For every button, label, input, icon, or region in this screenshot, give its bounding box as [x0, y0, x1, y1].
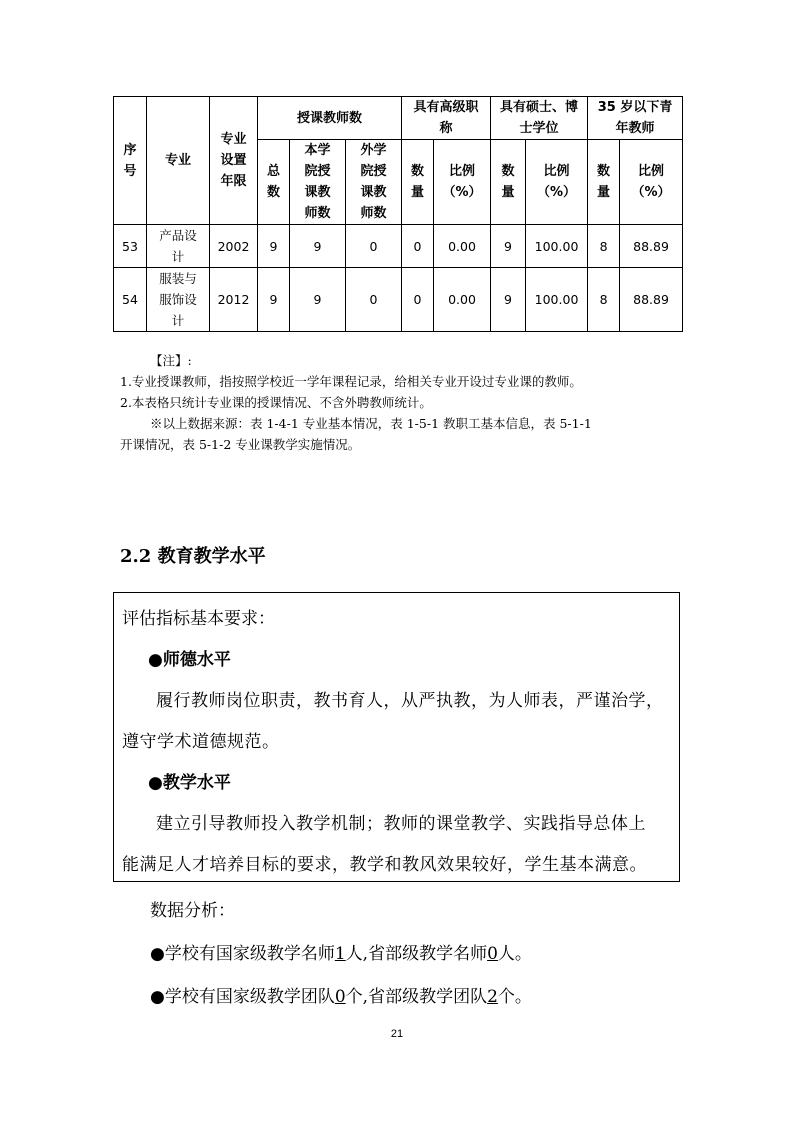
analysis-text: ●学校有国家级教学团队 [150, 987, 335, 1007]
ethics-heading: ●师德水平 [148, 650, 231, 670]
note-source-line-cont: 开课情况，表 5-1-2 专业课教学实施情况。 [120, 437, 361, 452]
header-seq: 序 号 [114, 97, 147, 225]
header-outside: 外学 院授 课教 师数 [346, 140, 402, 225]
header-senior-ratio: 比例 （%） [434, 140, 491, 225]
analysis-text: 个,省部级教学团队 [345, 987, 488, 1007]
table-row [114, 225, 683, 268]
note-line-1: 1.专业授课教师，指按照学校近一学年课程记录，给相关专业开设过专业课的教师。 [120, 374, 582, 389]
header-young: 35 岁以下青 年教师 [588, 97, 683, 140]
analysis-text: ●学校有国家级教学名师 [150, 944, 335, 964]
national-teacher-count: 1 [334, 944, 346, 964]
cell-inside: 9 [290, 268, 346, 332]
cell-major: 服装与 服饰设 计 [147, 268, 210, 332]
cell-outside: 0 [346, 268, 402, 332]
cell-outside: 0 [346, 225, 402, 268]
header-senior: 具有高级职 称 [402, 97, 491, 140]
analysis-label: 数据分析： [150, 901, 235, 921]
teaching-text-cont: 能满足人才培养目标的要求，教学和教风效果较好，学生基本满意。 [122, 855, 647, 875]
header-young-ratio: 比例 （%） [620, 140, 683, 225]
cell-degree-count: 9 [491, 268, 526, 332]
cell-year: 2012 [210, 268, 258, 332]
header-degree-count: 数 量 [491, 140, 526, 225]
teaching-heading: ●教学水平 [148, 773, 231, 793]
header-total: 总 数 [258, 140, 290, 225]
analysis-text: 个。 [497, 987, 532, 1007]
page-number: 21 [390, 1028, 404, 1040]
note-source-line: ※以上数据来源：表 1-4-1 专业基本情况，表 1-5-1 教职工基本信息，表 5-1-1 [150, 416, 592, 431]
notes-heading: 【注】: [150, 353, 192, 368]
header-senior-count: 数 量 [402, 140, 434, 225]
analysis-text: 人。 [497, 944, 532, 964]
section-title: 2.2 教育教学水平 [120, 546, 266, 567]
cell-total: 9 [258, 268, 290, 332]
cell-young-count: 8 [588, 225, 620, 268]
cell-young-count: 8 [588, 268, 620, 332]
teaching-text: 建立引导教师投入教学机制；教师的课堂教学、实践指导总体上 [156, 814, 646, 834]
analysis-line-teams [150, 976, 532, 1019]
table-notes [120, 350, 680, 455]
cell-young-ratio: 88.89 [620, 268, 683, 332]
cell-degree-count: 9 [491, 225, 526, 268]
cell-degree-ratio: 100.00 [526, 225, 588, 268]
analysis-text: 人,省部级教学名师 [345, 944, 488, 964]
header-degree-ratio: 比例 （%） [526, 140, 588, 225]
note-line-2: 2.本表格只统计专业课的授课情况、不含外聘教师统计。 [120, 395, 432, 410]
cell-senior-count: 0 [402, 225, 434, 268]
header-teachers: 授课教师数 [258, 97, 402, 140]
analysis-line-teachers [150, 933, 532, 976]
cell-total: 9 [258, 225, 290, 268]
header-young-count: 数 量 [588, 140, 620, 225]
header-inside: 本学 院授 课教 师数 [290, 140, 346, 225]
cell-young-ratio: 88.89 [620, 225, 683, 268]
national-team-count: 0 [334, 987, 346, 1007]
ethics-text: 履行教师岗位职责，教书育人，从严执教，为人师表，严谨治学， [156, 691, 664, 711]
cell-degree-ratio: 100.00 [526, 268, 588, 332]
cell-senior-count: 0 [402, 268, 434, 332]
cell-major: 产品设 计 [147, 225, 210, 268]
cell-seq: 53 [114, 225, 147, 268]
header-degree: 具有硕士、博 士学位 [491, 97, 588, 140]
ethics-text-cont: 遵守学术道德规范。 [122, 732, 280, 752]
cell-senior-ratio: 0.00 [434, 225, 491, 268]
cell-inside: 9 [290, 225, 346, 268]
cell-seq: 54 [114, 268, 147, 332]
requirements-box [113, 592, 680, 882]
data-analysis [150, 890, 532, 1019]
teacher-stats-table [113, 96, 683, 332]
provincial-team-count: 2 [487, 987, 498, 1007]
header-major: 专业 [147, 97, 210, 225]
cell-year: 2002 [210, 225, 258, 268]
table-row [114, 268, 683, 332]
provincial-teacher-count: 0 [487, 944, 498, 964]
cell-senior-ratio: 0.00 [434, 268, 491, 332]
requirements-intro: 评估指标基本要求： [122, 609, 275, 629]
header-years: 专业 设置 年限 [210, 97, 258, 225]
